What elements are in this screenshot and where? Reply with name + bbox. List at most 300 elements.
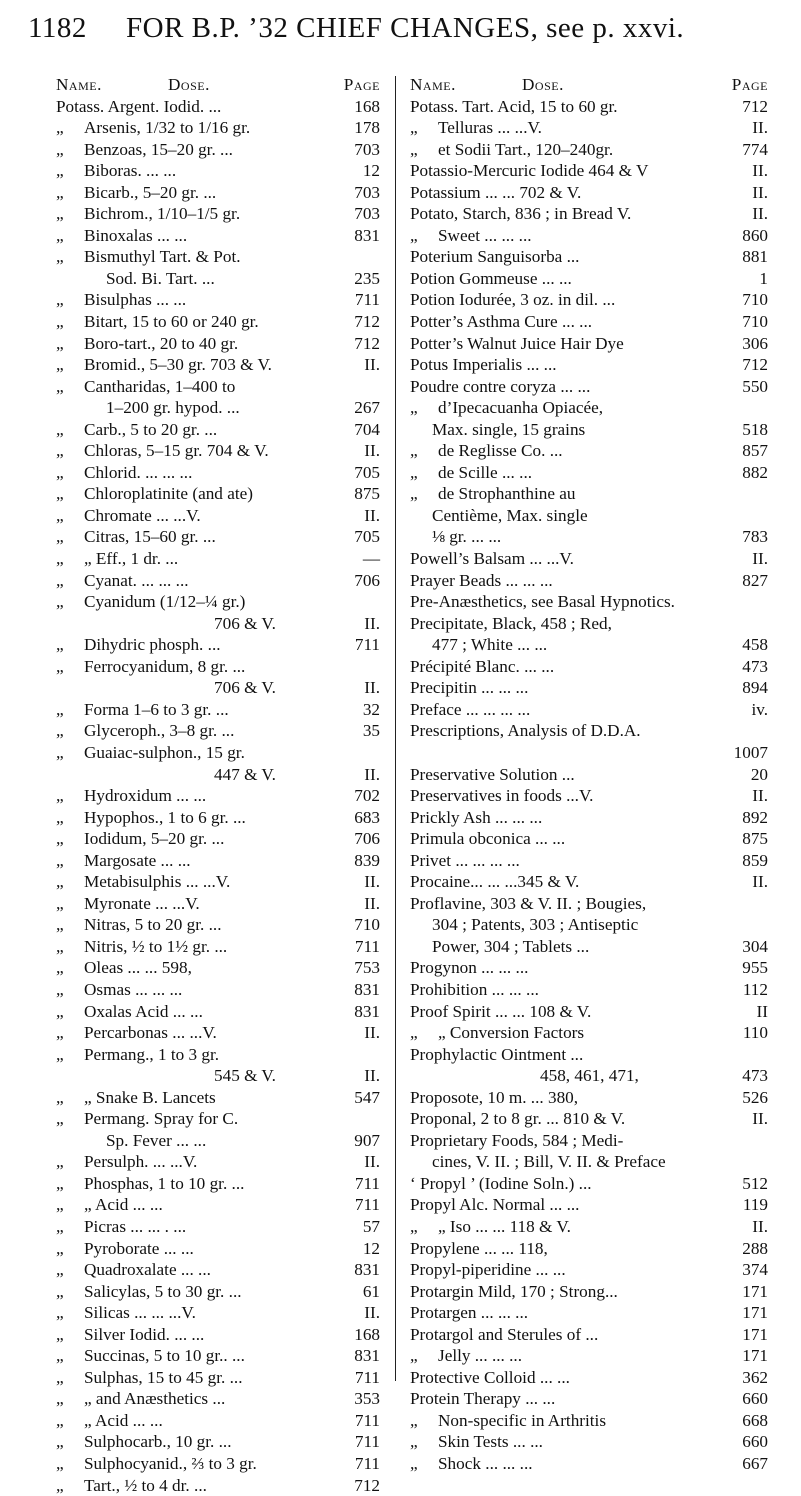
ditto-mark: „: [56, 118, 64, 138]
page-reference: 711: [354, 1367, 380, 1387]
entry-text: Procaine... ... ...345 & V.: [410, 872, 580, 892]
ditto-mark: „: [56, 958, 64, 978]
page-reference: II.: [752, 161, 768, 181]
index-entry: [56, 785, 380, 807]
page-reference: 660: [742, 1389, 768, 1409]
page-heading: Page: [731, 75, 768, 94]
entry-text: „ Snake B. Lancets: [84, 1087, 216, 1107]
entry-text: Bismuthyl Tart. & Pot.: [84, 247, 241, 267]
index-entry: [56, 1431, 380, 1453]
page-reference: II.: [364, 893, 380, 913]
page-reference: 711: [354, 1432, 380, 1452]
index-entry: [56, 203, 380, 225]
page-reference: 702: [354, 786, 380, 806]
index-entry: [410, 548, 768, 570]
index-entry: [410, 871, 768, 893]
index-entry: [410, 979, 768, 1001]
page-reference: 705: [354, 527, 380, 547]
page-reference: 362: [742, 1367, 768, 1387]
index-entry: [56, 1022, 380, 1044]
page-reference: II.: [364, 1152, 380, 1172]
entry-text: Protargen ... ... ...: [410, 1303, 529, 1323]
entry-text: Osmas ... ... ...: [84, 979, 183, 999]
entry-text: Prohibition ... ... ...: [410, 979, 539, 999]
entry-text: Prescriptions, Analysis of D.D.A.: [410, 721, 641, 741]
entry-text: Powell’s Balsam ... ...V.: [410, 549, 574, 569]
index-column-right: [410, 74, 768, 1475]
index-entry: [56, 462, 380, 484]
page-reference: 57: [362, 1216, 380, 1236]
entry-list-left: [56, 96, 380, 1496]
entry-text: Permang., 1 to 3 gr.: [84, 1044, 220, 1064]
index-entry: [410, 699, 768, 721]
page-reference: 171: [742, 1324, 768, 1344]
page-reference: 374: [742, 1260, 768, 1280]
page-reference: 171: [742, 1303, 768, 1323]
page-reference: 839: [354, 850, 380, 870]
entry-text: d’Ipecacuanha Opiacée,: [438, 398, 604, 418]
ditto-mark: „: [56, 484, 64, 504]
entry-text: Shock ... ... ...: [438, 1454, 533, 1473]
ditto-mark: „: [56, 1152, 64, 1172]
entry-text: Sod. Bi. Tart. ...: [106, 268, 215, 288]
ditto-mark: „: [56, 419, 64, 439]
index-entry: [56, 742, 380, 764]
index-entry: [56, 656, 380, 678]
ditto-mark: „: [56, 1281, 64, 1301]
entry-text: Bromid., 5–30 gr. 703 & V.: [84, 355, 272, 375]
ditto-mark: „: [56, 1367, 64, 1387]
entry-text: Prickly Ash ... ... ...: [410, 807, 543, 827]
index-entry: [410, 656, 768, 678]
entry-text: Guaiac-sulphon., 15 gr.: [84, 742, 245, 762]
index-entry: [410, 1410, 768, 1432]
entry-text: Dihydric phosph. ...: [84, 635, 221, 655]
index-entry: [410, 139, 768, 161]
page-reference: 892: [742, 807, 768, 827]
entry-text: Précipité Blanc. ... ...: [410, 656, 555, 676]
page-reference: 711: [354, 1410, 380, 1430]
index-entry: [410, 1044, 768, 1066]
index-entry: [410, 785, 768, 807]
page-reference: 831: [354, 979, 380, 999]
index-entry: [410, 914, 768, 936]
index-entry: [410, 225, 768, 247]
index-entry: [56, 720, 380, 742]
index-entry: [410, 1259, 768, 1281]
entry-text: Hydroxidum ... ...: [84, 786, 207, 806]
page-header: [0, 12, 801, 60]
ditto-mark: „: [56, 355, 64, 375]
index-entry: [56, 1044, 380, 1066]
entry-text: 545 & V.: [214, 1066, 276, 1086]
page-reference: 668: [742, 1410, 768, 1430]
index-entry: [56, 850, 380, 872]
entry-text: cines, V. II. ; Bill, V. II. & Preface: [432, 1152, 666, 1172]
page-reference: II.: [364, 872, 380, 892]
index-entry: [410, 742, 768, 764]
entry-text: Proprietary Foods, 584 ; Medi-: [410, 1130, 624, 1150]
page-reference: 171: [742, 1281, 768, 1301]
page-reference: 712: [742, 355, 768, 375]
index-entry: [56, 1238, 380, 1260]
page-reference: 831: [354, 1001, 380, 1021]
index-entry: [56, 1065, 380, 1087]
page-reference: 882: [742, 462, 768, 482]
page-reference: 683: [354, 807, 380, 827]
index-entry: [410, 828, 768, 850]
entry-text: Picras ... ... . ...: [84, 1216, 187, 1236]
entry-text: Silicas ... ... ...V.: [84, 1303, 196, 1323]
page-reference: 168: [354, 96, 380, 116]
page-reference: 171: [742, 1346, 768, 1366]
page-reference: 711: [354, 290, 380, 310]
page-reference: 667: [742, 1454, 768, 1473]
index-entry: [56, 1324, 380, 1346]
page-reference: 119: [742, 1195, 768, 1215]
entry-text: Proposote, 10 m. ... 380,: [410, 1087, 579, 1107]
column-heading: [410, 74, 768, 96]
page-reference: 178: [354, 118, 380, 138]
page-reference: 712: [354, 333, 380, 353]
entry-text: Biboras. ... ...: [84, 161, 177, 181]
index-entry: [56, 1087, 380, 1109]
entry-text: Persulph. ... ...V.: [84, 1152, 198, 1172]
entry-text: Propyl-piperidine ... ...: [410, 1260, 566, 1280]
entry-text: et Sodii Tart., 120–240gr.: [438, 139, 614, 159]
ditto-mark: „: [56, 462, 64, 482]
page-reference: 711: [354, 936, 380, 956]
page-reference: II.: [752, 1216, 768, 1236]
page-reference: II.: [752, 872, 768, 892]
ditto-mark: „: [56, 721, 64, 741]
column-divider: [395, 76, 396, 1381]
page-reference: 710: [742, 290, 768, 310]
index-entry: [56, 807, 380, 829]
ditto-mark: „: [56, 161, 64, 181]
page-number: 1182: [28, 12, 87, 44]
entry-text: Potion Iodurée, 3 oz. in dil. ...: [410, 290, 616, 310]
page-reference: 711: [354, 635, 380, 655]
page-reference: 703: [354, 139, 380, 159]
ditto-mark: „: [56, 1410, 64, 1430]
index-entry: [56, 419, 380, 441]
index-entry: [410, 1367, 768, 1389]
entry-text: Privet ... ... ... ...: [410, 850, 520, 870]
index-entry: [410, 268, 768, 290]
entry-text: „ and Anæsthetics ...: [84, 1389, 226, 1409]
page-reference: 35: [362, 721, 380, 741]
page-reference: 712: [742, 96, 768, 116]
entry-text: Protein Therapy ... ...: [410, 1389, 556, 1409]
index-entry: [56, 1151, 380, 1173]
index-entry: [410, 526, 768, 548]
index-entry: [56, 1453, 380, 1475]
page-reference: II.: [364, 441, 380, 461]
entry-text: Salicylas, 5 to 30 gr. ...: [84, 1281, 242, 1301]
index-entry: [56, 397, 380, 419]
page-reference: 831: [354, 1260, 380, 1280]
index-entry: [410, 1216, 768, 1238]
page-reference: 512: [742, 1173, 768, 1193]
page-reference: 61: [362, 1281, 380, 1301]
entry-text: Potato, Starch, 836 ; in Bread V.: [410, 204, 632, 224]
index-entry: [410, 1087, 768, 1109]
entry-text: Bisulphas ... ...: [84, 290, 187, 310]
entry-text: Centième, Max. single: [432, 505, 588, 525]
page-reference: 168: [354, 1324, 380, 1344]
page-reference: 110: [742, 1023, 768, 1043]
index-entry: [410, 764, 768, 786]
page-reference: 710: [354, 915, 380, 935]
ditto-mark: „: [56, 204, 64, 224]
ditto-mark: „: [56, 290, 64, 310]
page-reference: 827: [742, 570, 768, 590]
page-reference: 711: [354, 1195, 380, 1215]
index-entry: [56, 289, 380, 311]
ditto-mark: „: [410, 139, 418, 159]
index-entry: [56, 914, 380, 936]
index-entry: [56, 699, 380, 721]
dose-heading: Dose.: [522, 75, 564, 94]
index-entry: [56, 979, 380, 1001]
index-entry: [56, 893, 380, 915]
index-entry: [56, 1345, 380, 1367]
page-reference: 703: [354, 204, 380, 224]
page-reference: 955: [742, 958, 768, 978]
ditto-mark: „: [56, 1023, 64, 1043]
index-entry: [56, 505, 380, 527]
index-entry: [410, 1302, 768, 1324]
ditto-mark: „: [56, 893, 64, 913]
page-reference: 774: [742, 139, 768, 159]
ditto-mark: „: [56, 872, 64, 892]
index-entry: [410, 419, 768, 441]
entry-text: de Strophanthine au: [438, 484, 576, 504]
page-reference: 712: [354, 1475, 380, 1495]
ditto-mark: „: [56, 247, 64, 267]
entry-text: Hypophos., 1 to 6 gr. ...: [84, 807, 246, 827]
ditto-mark: „: [56, 699, 64, 719]
ditto-mark: „: [56, 1346, 64, 1366]
ditto-mark: „: [56, 592, 64, 612]
index-entry: [410, 311, 768, 333]
index-entry: [410, 591, 768, 613]
ditto-mark: „: [56, 1260, 64, 1280]
index-entry: [56, 440, 380, 462]
page-reference: 710: [742, 312, 768, 332]
page-reference: 875: [354, 484, 380, 504]
page-reference: 473: [742, 1066, 768, 1086]
page-reference: 473: [742, 656, 768, 676]
index-entry: [56, 1001, 380, 1023]
index-entry: [56, 225, 380, 247]
ditto-mark: „: [56, 570, 64, 590]
entry-text: Permang. Spray for C.: [84, 1109, 239, 1129]
index-entry: [410, 96, 768, 118]
entry-text: Preservatives in foods ...V.: [410, 786, 594, 806]
ditto-mark: „: [410, 225, 418, 245]
index-entry: [410, 1453, 768, 1475]
index-entry: [56, 764, 380, 786]
entry-text: Jelly ... ... ...: [438, 1346, 523, 1366]
index-entry: [410, 1022, 768, 1044]
index-entry: [56, 483, 380, 505]
page-reference: 306: [742, 333, 768, 353]
page-reference: 660: [742, 1432, 768, 1452]
entry-text: Protargol and Sterules of ...: [410, 1324, 599, 1344]
entry-text: Silver Iodid. ... ...: [84, 1324, 205, 1344]
index-entry: [56, 548, 380, 570]
index-entry: [56, 311, 380, 333]
index-entry: [56, 1388, 380, 1410]
entry-text: Phosphas, 1 to 10 gr. ...: [84, 1173, 245, 1193]
page-reference: 703: [354, 182, 380, 202]
entry-text: Proflavine, 303 & V. II. ; Bougies,: [410, 893, 647, 913]
ditto-mark: „: [410, 1216, 418, 1236]
page-reference: 32: [362, 699, 380, 719]
index-entry: [410, 850, 768, 872]
page-reference: II.: [364, 355, 380, 375]
entry-text: 706 & V.: [214, 613, 276, 633]
page-reference: 894: [742, 678, 768, 698]
page-reference: 304: [742, 936, 768, 956]
entry-text: Protargin Mild, 170 ; Strong...: [410, 1281, 618, 1301]
index-entry: [410, 333, 768, 355]
ditto-mark: „: [56, 1324, 64, 1344]
page-reference: II.: [364, 505, 380, 525]
index-entry: [410, 1281, 768, 1303]
entry-text: „ Conversion Factors: [438, 1023, 585, 1043]
index-entry: [410, 613, 768, 635]
entry-list-right: [410, 96, 768, 1475]
page-reference: II.: [364, 1023, 380, 1043]
entry-text: Margosate ... ...: [84, 850, 191, 870]
index-entry: [410, 505, 768, 527]
ditto-mark: „: [56, 1173, 64, 1193]
entry-text: Prayer Beads ... ... ...: [410, 570, 553, 590]
ditto-mark: „: [56, 1087, 64, 1107]
entry-text: Primula obconica ... ...: [410, 829, 566, 849]
entry-text: Iodidum, 5–20 gr. ...: [84, 829, 225, 849]
page-reference: 831: [354, 225, 380, 245]
entry-text: Binoxalas ... ...: [84, 225, 188, 245]
page-reference: 783: [742, 527, 768, 547]
entry-text: Boro-tart., 20 to 40 gr.: [84, 333, 239, 353]
index-entry: [410, 1001, 768, 1023]
ditto-mark: „: [56, 505, 64, 525]
index-entry: [56, 1302, 380, 1324]
entry-text: Cyanat. ... ... ...: [84, 570, 189, 590]
entry-text: Oleas ... ... 598,: [84, 958, 192, 978]
page-reference: 20: [750, 764, 768, 784]
ditto-mark: „: [56, 527, 64, 547]
page-reference: 547: [354, 1087, 380, 1107]
index-entry: [56, 1410, 380, 1432]
entry-text: 458, 461, 471,: [540, 1066, 639, 1086]
page-reference: II.: [752, 118, 768, 138]
page-reference: 857: [742, 441, 768, 461]
page-reference: 12: [362, 1238, 380, 1258]
page-reference: 881: [742, 247, 768, 267]
entry-text: Potassium ... ... 702 & V.: [410, 182, 582, 202]
index-entry: [410, 1130, 768, 1152]
index-entry: [56, 333, 380, 355]
ditto-mark: „: [410, 484, 418, 504]
page-reference: 550: [742, 376, 768, 396]
entry-text: Bicarb., 5–20 gr. ...: [84, 182, 217, 202]
page-reference: 288: [742, 1238, 768, 1258]
entry-text: Myronate ... ...V.: [84, 893, 200, 913]
index-entry: [56, 1173, 380, 1195]
index-entry: [410, 893, 768, 915]
ditto-mark: „: [410, 1432, 418, 1452]
page-reference: 907: [354, 1130, 380, 1150]
index-entry: [410, 182, 768, 204]
ditto-mark: „: [410, 1346, 418, 1366]
ditto-mark: „: [56, 656, 64, 676]
entry-text: Nitris, ½ to 1½ gr. ...: [84, 936, 228, 956]
index-entry: [410, 289, 768, 311]
entry-text: Poudre contre coryza ... ...: [410, 376, 591, 396]
entry-text: 447 & V.: [214, 764, 276, 784]
page-reference: II.: [752, 182, 768, 202]
ditto-mark: „: [56, 1303, 64, 1323]
entry-text: 304 ; Patents, 303 ; Antiseptic: [432, 915, 639, 935]
entry-text: Chromate ... ...V.: [84, 505, 201, 525]
index-entry: [56, 1281, 380, 1303]
entry-text: Ferrocyanidum, 8 gr. ...: [84, 656, 246, 676]
page-reference: 706: [354, 570, 380, 590]
page-reference: II.: [752, 1109, 768, 1129]
page-reference: iv.: [751, 699, 768, 719]
entry-text: Max. single, 15 grains: [432, 419, 586, 439]
entry-text: Proof Spirit ... ... 108 & V.: [410, 1001, 592, 1021]
index-entry: [410, 1173, 768, 1195]
column-heading: [56, 74, 380, 96]
index-entry: [56, 957, 380, 979]
index-entry: [410, 570, 768, 592]
page-reference: II.: [752, 549, 768, 569]
page-reference: 705: [354, 462, 380, 482]
page-reference: II.: [364, 613, 380, 633]
ditto-mark: „: [410, 1410, 418, 1430]
entry-text: Potass. Tart. Acid, 15 to 60 gr.: [410, 96, 618, 116]
page-reference: II.: [364, 764, 380, 784]
index-entry: [56, 613, 380, 635]
index-entry: [56, 117, 380, 139]
entry-text: Glyceroph., 3–8 gr. ...: [84, 721, 235, 741]
entry-text: Bichrom., 1/10–1/5 gr.: [84, 204, 241, 224]
page-reference: 353: [354, 1389, 380, 1409]
entry-text: Cantharidas, 1–400 to: [84, 376, 236, 396]
ditto-mark: „: [56, 182, 64, 202]
ditto-mark: „: [56, 786, 64, 806]
index-entry: [410, 1108, 768, 1130]
entry-text: Preface ... ... ... ...: [410, 699, 531, 719]
index-entry: [410, 936, 768, 958]
index-entry: [56, 1194, 380, 1216]
index-entry: [410, 376, 768, 398]
entry-text: Nitras, 5 to 20 gr. ...: [84, 915, 222, 935]
ditto-mark: „: [410, 1023, 418, 1043]
index-entry: [56, 268, 380, 290]
entry-text: Pyroborate ... ...: [84, 1238, 194, 1258]
entry-text: Bitart, 15 to 60 or 240 gr.: [84, 312, 259, 332]
ditto-mark: „: [56, 807, 64, 827]
ditto-mark: „: [410, 441, 418, 461]
entry-text: „ Eff., 1 dr. ...: [84, 549, 179, 569]
